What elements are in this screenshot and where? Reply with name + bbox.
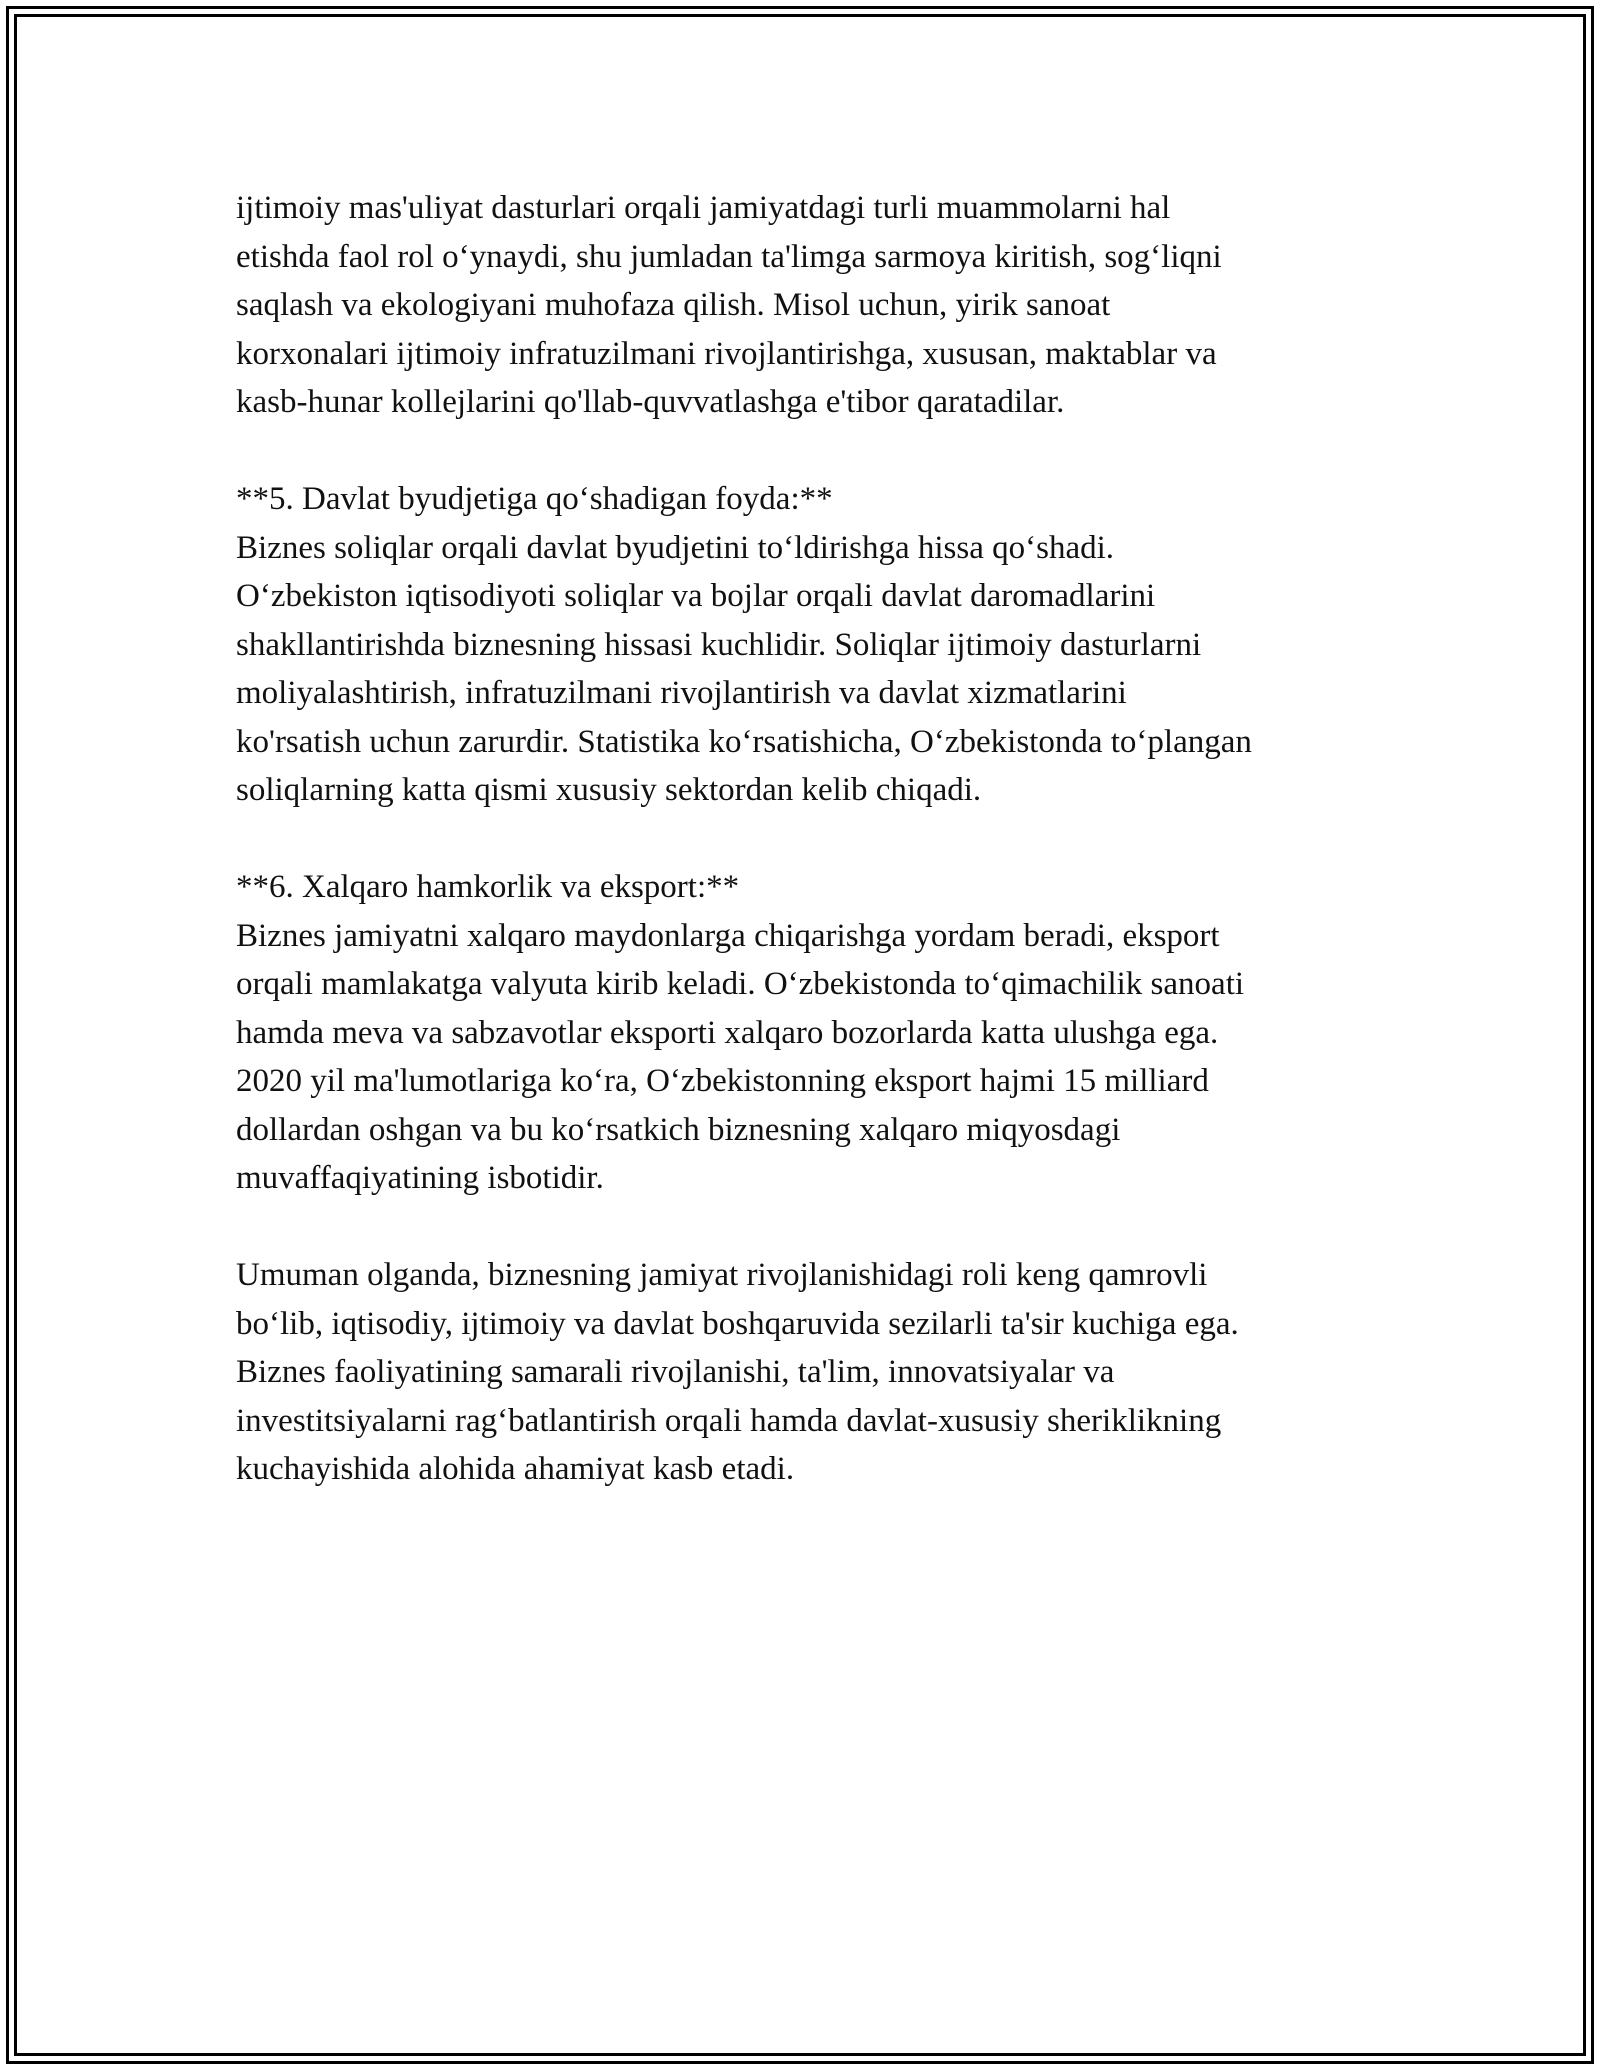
text-line: kuchayishida alohida ahamiyat kasb etadi. [236, 1451, 795, 1487]
section-6 [236, 863, 1396, 1203]
text-line: Umuman olganda, biznesning jamiyat rivojlanishidagi roli keng qamrovli [236, 1257, 1208, 1293]
text-line: investitsiyalarni rag‘batlantirish orqali hamda davlat-xususiy sheriklikning [236, 1402, 1222, 1439]
paragraph-gap [236, 815, 1396, 864]
text-line: muvaffaqiyatining isbotidir. [236, 1160, 604, 1196]
text-line: ko'rsatish uchun zarurdir. Statistika ko‘rsatishicha, O‘zbekistonda to‘plangan [236, 723, 1252, 760]
text-line: kasb-hunar kollejlarini qo'llab-quvvatlashga e'tibor qaratadilar. [236, 384, 1065, 420]
text-line: korxonalari ijtimoiy infratuzilmani rivojlantirishga, xususan, maktablar va [236, 335, 1217, 372]
text-line: Biznes jamiyatni xalqaro maydonlarga chiqarishga yordam beradi, eksport [236, 917, 1220, 954]
paragraph-1 [236, 184, 1396, 427]
text-line: 2020 yil ma'lumotlariga ko‘ra, O‘zbekistonning eksport hajmi 15 milliard [236, 1063, 1209, 1099]
paragraph-gap [236, 1203, 1396, 1252]
text-line: Biznes soliqlar orqali davlat byudjetini to‘ldirishga hissa qo‘shadi. [236, 529, 1115, 566]
text-line: etishda faol rol o‘ynaydi, shu jumladan ta'limga sarmoya kiritish, sog‘liqni [236, 238, 1222, 275]
document-body [236, 184, 1396, 1494]
text-line: ijtimoiy mas'uliyat dasturlari orqali jamiyatdagi turli muammolarni hal [236, 190, 1171, 226]
text-line: Biznes faoliyatining samarali rivojlanishi, ta'lim, innovatsiyalar va [236, 1354, 1115, 1390]
text-line: dollardan oshgan va bu ko‘rsatkich biznesning xalqaro miqyosdagi [236, 1111, 1121, 1148]
text-line: orqali mamlakatga valyuta kirib keladi. O‘zbekistonda to‘qimachilik sanoati [236, 966, 1245, 1002]
section-5 [236, 475, 1396, 815]
text-line: moliyalashtirish, infratuzilmani rivojlantirish va davlat xizmatlarini [236, 675, 1127, 711]
text-line: soliqlarning katta qismi xususiy sektordan kelib chiqadi. [236, 772, 982, 808]
text-line: shakllantirishda biznesning hissasi kuchlidir. Soliqlar ijtimoiy dasturlarni [236, 626, 1202, 663]
text-line: bo‘lib, iqtisodiy, ijtimoiy va davlat boshqaruvida sezilarli ta'sir kuchiga ega. [236, 1305, 1239, 1342]
text-line: saqlash va ekologiyani muhofaza qilish. Misol uchun, yirik sanoat [236, 287, 1111, 323]
paragraph-gap [236, 427, 1396, 476]
text-line: hamda meva va sabzavotlar eksporti xalqaro bozorlarda katta ulushga ega. [236, 1014, 1219, 1051]
section-6-heading: **6. Xalqaro hamkorlik va eksport:** [236, 869, 740, 905]
text-line: O‘zbekiston iqtisodiyoti soliqlar va bojlar orqali davlat daromadlarini [236, 578, 1156, 614]
section-5-heading: **5. Davlat byudjetiga qo‘shadigan foyda:** [236, 481, 833, 517]
conclusion-paragraph [236, 1251, 1396, 1494]
